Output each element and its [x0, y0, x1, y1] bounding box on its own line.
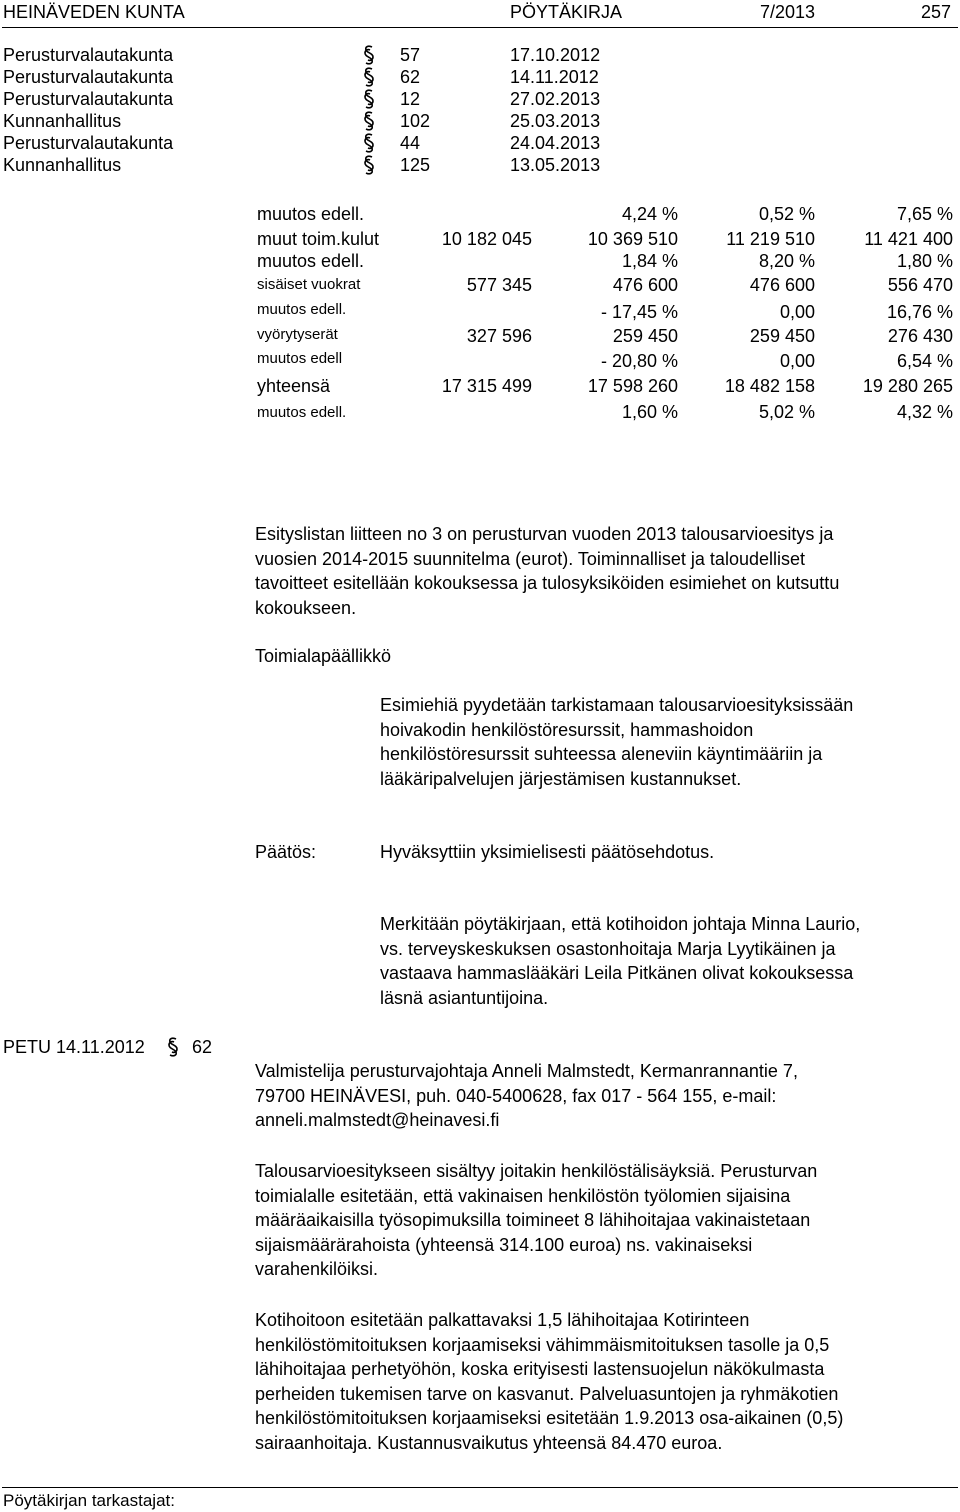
reference-section: 125	[400, 155, 431, 175]
text-line: Esityslistan liitteen no 3 on perusturvan vuoden 2013 talousarvioesitys ja	[255, 524, 834, 544]
text-line: Valmistelija perusturvajohtaja Anneli Malmstedt, Kermanrannantie 7,	[255, 1061, 798, 1081]
text-line: lääkäripalvelujen järjestämisen kustannukset.	[380, 768, 742, 789]
table-cell: 556 470	[887, 275, 953, 295]
text-line: vuosien 2014-2015 suunnitelma (eurot). Toiminnalliset ja taloudelliset	[255, 548, 805, 569]
reference-date: 24.04.2013	[510, 133, 601, 153]
row-label: muutos edell	[257, 350, 343, 367]
text-line: sijaismäärärahoista (yhteensä 314.100 euroa) ns. vakinaiseksi	[255, 1234, 753, 1255]
table-cell: 7,65 %	[896, 204, 953, 224]
table-cell: - 20,80 %	[600, 351, 678, 371]
reference-body: Perusturvalautakunta	[3, 45, 174, 65]
reference-date: 25.03.2013	[510, 111, 601, 131]
reference-date: 13.05.2013	[510, 155, 601, 175]
table-cell: 11 421 400	[864, 229, 953, 249]
reference-date: 17.10.2012	[510, 45, 601, 65]
text-line: toimialalle esitetään, että vakinaisen henkilöstön työlomien sijaisina	[255, 1185, 791, 1206]
text-line: vs. terveyskeskuksen osastonhoitaja Marja Lyytikäinen ja	[380, 938, 836, 959]
text-line: henkilöstömitoituksen korjaamiseksi esitetään 1.9.2013 osa-aikainen (0,5)	[255, 1408, 844, 1428]
document-number: 7/2013	[760, 2, 816, 22]
section-sign-icon	[362, 88, 376, 110]
table-cell: 276 430	[887, 326, 953, 346]
text-line: henkilöstömitoituksen korjaamiseksi vähimmäismitoituksen tasolle ja 0,5	[255, 1334, 830, 1355]
table-cell: - 17,45 %	[600, 302, 678, 322]
text-line: sairaanhoitaja. Kustannusvaikutus yhteensä 84.470 euroa.	[255, 1432, 723, 1453]
petu-reference: PETU 14.11.2012	[3, 1037, 145, 1057]
table-cell: 1,84 %	[621, 251, 678, 271]
row-label: muutos edell.	[257, 204, 365, 224]
table-cell: 327 596	[466, 326, 532, 346]
text-line: lähihoitajaa perhetyöhön, koska erityisesti lastensuojelun näkökulmasta	[255, 1359, 825, 1379]
reference-section: 44	[400, 133, 421, 153]
table-cell: 17 598 260	[587, 376, 678, 396]
reference-body: Kunnanhallitus	[3, 111, 122, 131]
text-line: vastaava hammaslääkäri Leila Pitkänen olivat kokouksessa	[380, 963, 854, 983]
table-cell: 18 482 158	[724, 376, 815, 396]
table-cell: 16,76 %	[886, 302, 953, 322]
table-cell: 4,32 %	[896, 402, 953, 422]
reference-body: Perusturvalautakunta	[3, 67, 174, 87]
decision-label: Päätös:	[255, 842, 317, 862]
proposal-label: Toimialapäällikkö	[255, 646, 392, 666]
text-line: anneli.malmstedt@heinavesi.fi	[255, 1110, 500, 1130]
reference-section: 102	[400, 111, 431, 131]
table-cell: 11 219 510	[726, 229, 815, 249]
text-line: Esimiehiä pyydetään tarkistamaan talousarvioesityksissään	[380, 695, 854, 715]
section-sign-icon	[362, 44, 376, 66]
reference-body: Kunnanhallitus	[3, 155, 122, 175]
preparer-info	[255, 1059, 798, 1133]
text-line: kokoukseen.	[255, 597, 357, 618]
table-cell: 0,00	[779, 302, 815, 322]
proposal-text	[380, 693, 853, 791]
reference-date: 14.11.2012	[510, 67, 599, 87]
intro-paragraph	[255, 522, 839, 620]
table-cell: 1,80 %	[896, 251, 953, 271]
table-cell: 4,24 %	[621, 204, 678, 224]
text-line: varahenkilöiksi.	[255, 1259, 379, 1279]
reference-body: Perusturvalautakunta	[3, 89, 174, 109]
row-label: muutos edell.	[257, 301, 347, 318]
page-number: 257	[921, 2, 952, 22]
section-sign-icon	[362, 110, 376, 132]
text-line: määräaikaisilla työsopimuksilla toimineet 8 lähihoitajaa vakinaistetaan	[255, 1210, 811, 1230]
section-sign-icon	[362, 154, 376, 176]
text-line: tavoitteet esitellään kokouksessa ja tulosyksiköiden esimiehet on kutsuttu	[255, 573, 840, 593]
text-line: 79700 HEINÄVESI, puh. 040-5400628, fax 017 - 564 155, e-mail:	[255, 1085, 777, 1106]
reference-section: 57	[400, 45, 421, 65]
section-sign-icon	[362, 66, 376, 88]
table-cell: 577 345	[466, 275, 532, 295]
table-cell: 17 315 499	[441, 376, 532, 396]
homecare-paragraph	[255, 1308, 843, 1455]
table-cell: 259 450	[612, 326, 678, 346]
section-sign-icon	[166, 1036, 180, 1058]
table-cell: 0,00	[779, 351, 815, 371]
table-cell: 476 600	[612, 275, 678, 295]
decision-text: Hyväksyttiin yksimielisesti päätösehdotus.	[380, 842, 715, 862]
table-cell: 10 369 510	[587, 229, 678, 249]
reference-body: Perusturvalautakunta	[3, 133, 174, 153]
inspectors-label: Pöytäkirjan tarkastajat:	[3, 1491, 175, 1510]
text-line: henkilöstöresurssit suhteessa aleneviin käyntimääriin ja	[380, 744, 823, 764]
table-cell: 10 182 045	[441, 229, 532, 249]
row-label: muutos edell.	[257, 251, 365, 271]
reference-date: 27.02.2013	[510, 89, 601, 109]
table-cell: 1,60 %	[621, 402, 678, 422]
footer-divider	[2, 1487, 958, 1488]
table-cell: 259 450	[749, 326, 815, 346]
row-label: muutos edell.	[257, 404, 347, 421]
table-cell: 8,20 %	[758, 251, 815, 271]
table-cell: 5,02 %	[758, 402, 815, 422]
text-line: hoivakodin henkilöstöresurssit, hammashoidon	[380, 719, 754, 740]
text-line: Merkitään pöytäkirjaan, että kotihoidon johtaja Minna Laurio,	[380, 914, 861, 934]
reference-section: 62	[400, 67, 421, 87]
minutes-note	[380, 912, 860, 1010]
header-divider	[2, 27, 958, 28]
table-cell: 476 600	[749, 275, 815, 295]
staffing-paragraph	[255, 1159, 817, 1282]
text-line: läsnä asiantuntijoina.	[380, 987, 549, 1008]
section-sign-icon	[362, 132, 376, 154]
table-cell: 6,54 %	[896, 351, 953, 371]
row-label: muut toim.kulut	[257, 229, 380, 249]
row-label: yhteensä	[257, 376, 331, 396]
text-line: Talousarvioesitykseen sisältyy joitakin henkilöstälisäyksiä. Perusturvan	[255, 1161, 818, 1181]
table-cell: 0,52 %	[758, 204, 815, 224]
text-line: perheiden tukemisen tarve on kasvanut. Palveluasuntojen ja ryhmäkotien	[255, 1383, 839, 1404]
row-label: sisäiset vuokrat	[257, 276, 361, 293]
petu-section: 62	[192, 1037, 213, 1057]
table-cell: 19 280 265	[862, 376, 953, 396]
text-line: Kotihoitoon esitetään palkattavaksi 1,5 lähihoitajaa Kotirinteen	[255, 1310, 750, 1330]
organization-name: HEINÄVEDEN KUNTA	[3, 2, 185, 22]
document-type: PÖYTÄKIRJA	[510, 2, 623, 22]
reference-section: 12	[400, 89, 421, 109]
row-label: vyörytyserät	[257, 326, 338, 343]
